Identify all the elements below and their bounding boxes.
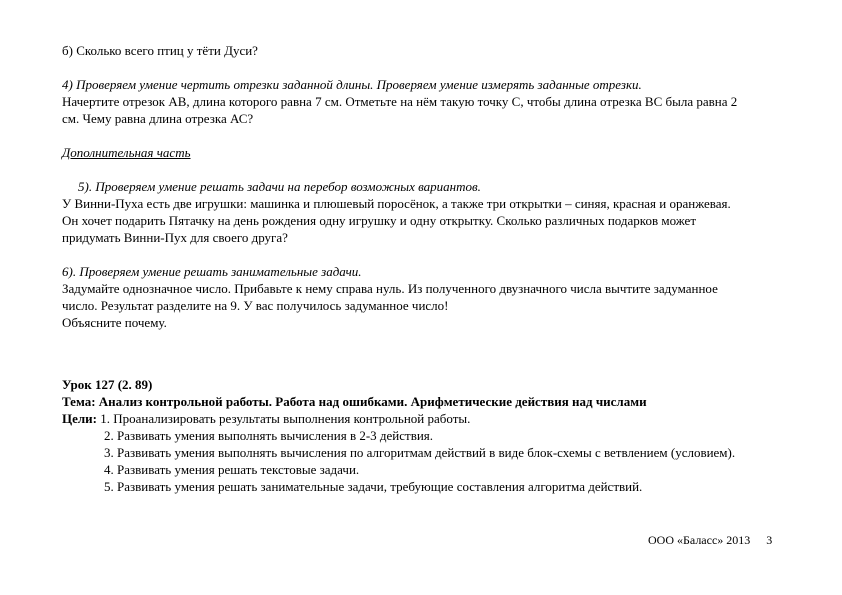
lesson-goal-3: 3. Развивать умения выполнять вычисления по алгоритмам действий в виде блок-схемы с ветвлением (условием).	[104, 445, 736, 460]
page-footer	[648, 532, 772, 549]
task-6-line-2: число. Результат разделите на 9. У вас получилось задуманное число!	[62, 298, 449, 313]
task-5	[62, 178, 792, 246]
task-4-line-1: Начертите отрезок АВ, длина которого равна 7 см. Отметьте на нём такую точку С, чтобы длина отрезка ВС была равна 2	[62, 94, 738, 109]
task-6-line-1: Задумайте однозначное число. Прибавьте к нему справа нуль. Из полученного двузначного числа вычтите задуманное	[62, 281, 718, 296]
task-4-line-2: см. Чему равна длина отрезка АС?	[62, 111, 254, 126]
task-5-line-1: У Винни-Пуха есть две игрушки: машинка и плюшевый поросёнок, а также три открытки – синяя, красная и оранжевая.	[62, 196, 731, 211]
task-4	[62, 76, 792, 127]
task-4-heading: 4) Проверяем умение чертить отрезки заданной длины. Проверяем умение измерять заданные отрезки.	[62, 77, 642, 92]
goals-label: Цели:	[62, 411, 97, 426]
task-6-heading: 6). Проверяем умение решать занимательные задачи.	[62, 264, 362, 279]
goal-1-text: 1. Проанализировать результаты выполнения контрольной работы.	[97, 411, 471, 426]
lesson-topic: Тема: Анализ контрольной работы. Работа над ошибками. Арифметические действия над числами	[62, 394, 647, 409]
question-b: б) Сколько всего птиц у тёти Дуси?	[62, 43, 258, 58]
footer-publisher: ООО «Баласс» 2013	[648, 533, 751, 547]
extra-part-heading: Дополнительная часть	[62, 145, 191, 160]
task-5-line-3: придумать Винни-Пух для своего друга?	[62, 230, 288, 245]
task-6	[62, 263, 792, 331]
page-number: 3	[766, 533, 773, 547]
document-page	[62, 42, 792, 495]
lesson-goal-4: 4. Развивать умения решать текстовые задачи.	[104, 462, 360, 477]
task-5-heading: 5). Проверяем умение решать задачи на перебор возможных вариантов.	[78, 179, 481, 194]
task-5-line-2: Он хочет подарить Пятачку на день рождения одну игрушку и одну открытку. Сколько различных подарков может	[62, 213, 697, 228]
lesson-goal-2: 2. Развивать умения выполнять вычисления в 2-3 действия.	[104, 428, 434, 443]
lesson-title: Урок 127 (2. 89)	[62, 377, 153, 392]
task-6-line-3: Объясните почему.	[62, 315, 167, 330]
lesson-block	[62, 376, 792, 495]
lesson-goal-1	[62, 410, 792, 427]
lesson-goal-5: 5. Развивать умения решать занимательные задачи, требующие составления алгоритма действий.	[104, 479, 643, 494]
